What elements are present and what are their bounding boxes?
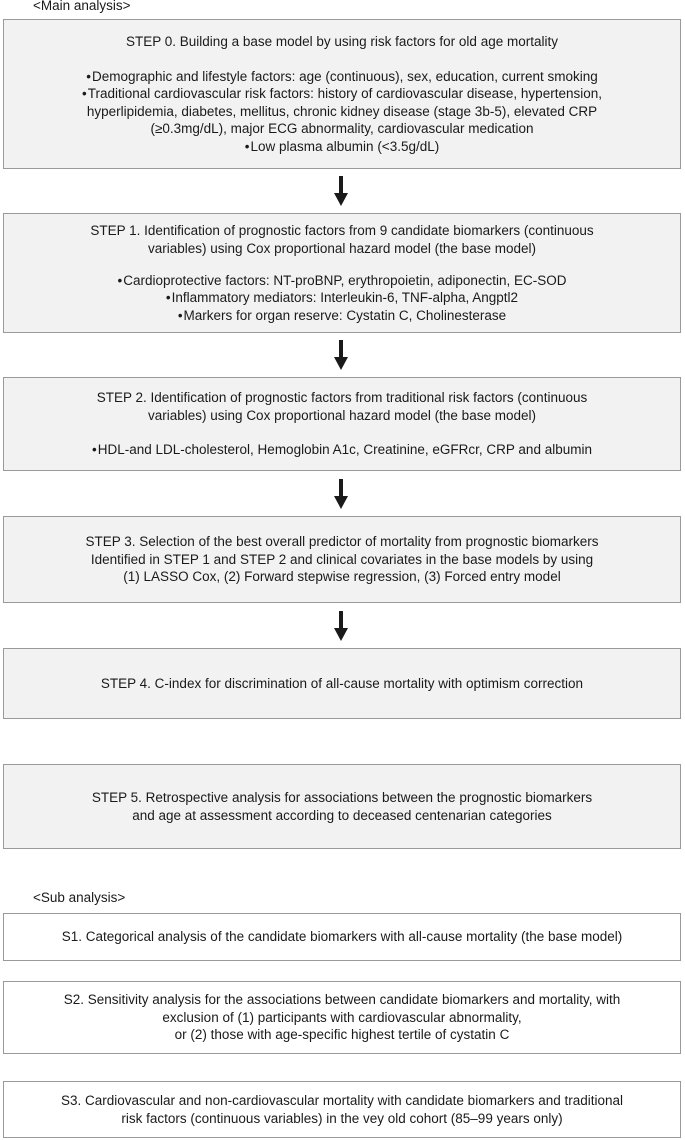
down-arrow-icon: [334, 611, 348, 641]
step-4-box: [3, 648, 681, 719]
step-3-title: STEP 3. Selection of the best overall predictor of mortality from prognostic biomarkers Identified in STEP 1 and STEP 2 and clinical covariates in the base models by using (1) LASSO Cox, (2) Forward stepwise regression, (3) Forced entry model: [85, 534, 599, 585]
step-2-box: [3, 377, 681, 471]
down-arrow-icon: [334, 340, 348, 370]
step-2-title: STEP 2. Identification of prognostic factors from traditional risk factors (continuous variables) using Cox proportional hazard model (the base model): [96, 390, 588, 423]
sub-step-s1-box: [3, 913, 681, 961]
step-0-item-2: • Traditional cardiovascular risk factors: history of cardiovascular disease, hypertension, hyperlipidemia, diabetes, mellitus, chronic kidney disease (stage 3b-5), elevated CRP (≥0.3mg/dL), major ECG abnormality, cardiovascular medication: [12, 85, 672, 138]
step-5-box: [3, 764, 681, 849]
step-1-item-2: • Inflammatory mediators: Interleukin-6, TNF-alpha, Angptl2: [12, 289, 672, 307]
sub-step-s2-box: [3, 981, 681, 1054]
sub-analysis-label: <Sub analysis>: [33, 890, 126, 905]
sub-step-s3-text: S3. Cardiovascular and non-cardiovascular mortality with candidate biomarkers and traditional risk factors (continuous variables) in the vey old cohort (85–99 years only): [60, 1093, 624, 1126]
step-4-title: STEP 4. C-index for discrimination of all-cause mortality with optimism correction: [100, 675, 584, 691]
down-arrow-icon: [334, 479, 348, 509]
down-arrow-icon: [334, 176, 348, 206]
step-1-title: STEP 1. Identification of prognostic factors from 9 candidate biomarkers (continuous variables) using Cox proportional hazard model (the base model): [90, 223, 594, 256]
main-analysis-label: <Main analysis>: [33, 0, 131, 13]
step-1-box: [3, 213, 681, 333]
step-0-box: [3, 19, 681, 169]
sub-step-s3-box: [3, 1081, 681, 1138]
step-0-title: STEP 0. Building a base model by using risk factors for old age mortality: [126, 34, 558, 49]
sub-step-s1-text: S1. Categorical analysis of the candidate biomarkers with all-cause mortality (the base model): [61, 929, 623, 945]
sub-step-s2-text: S2. Sensitivity analysis for the associations between candidate biomarkers and mortality, with exclusion of (1) participants with cardiovascular abnormality, or (2) those with age-specific highest tertile of cystatin C: [63, 992, 621, 1043]
step-1-item-1: • Cardioprotective factors: NT-proBNP, erythropoietin, adiponectin, EC-SOD: [12, 272, 672, 290]
step-0-item-1: • Demographic and lifestyle factors: age (continuous), sex, education, current smoking: [12, 68, 672, 86]
step-0-item-3: • Low plasma albumin (<3.5g/dL): [12, 138, 672, 156]
step-3-box: [3, 516, 681, 603]
step-1-item-3: • Markers for organ reserve: Cystatin C, Cholinesterase: [12, 307, 672, 325]
step-5-title: STEP 5. Retrospective analysis for associations between the prognostic biomarkers and age at assessment according to deceased centenarian categories: [91, 790, 593, 823]
step-2-item-1: • HDL-and LDL-cholesterol, Hemoglobin A1c, Creatinine, eGFRcr, CRP and albumin: [12, 441, 672, 459]
